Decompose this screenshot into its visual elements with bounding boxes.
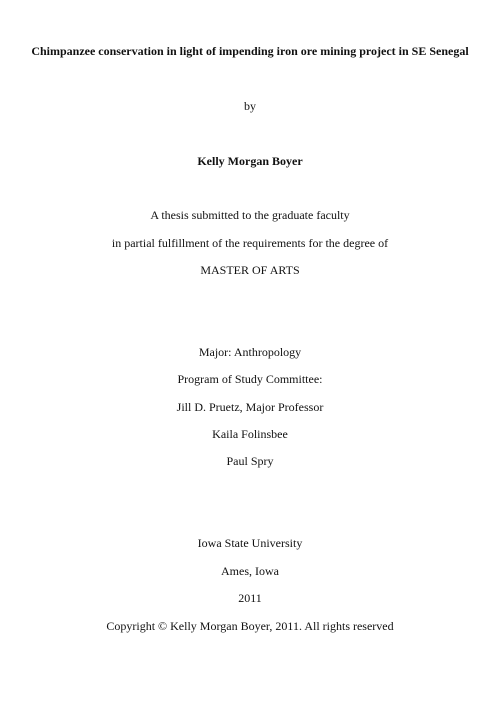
- university-location: Ames, Iowa: [221, 564, 279, 578]
- by-label: by: [244, 99, 256, 113]
- copyright-notice: Copyright © Kelly Morgan Boyer, 2011. All rights reserved: [106, 619, 394, 633]
- major-line: Major: Anthropology: [198, 345, 302, 359]
- committee-member: Paul Spry: [226, 454, 274, 468]
- committee-member: Kaila Folinsbee: [212, 427, 288, 441]
- thesis-title: Chimpanzee conservation in light of impending iron ore mining project in SE Senegal: [31, 44, 469, 58]
- committee-member: Jill D. Pruetz, Major Professor: [176, 400, 324, 414]
- submission-line-1: A thesis submitted to the graduate faculty: [150, 208, 350, 222]
- degree-name: MASTER OF ARTS: [200, 263, 300, 277]
- thesis-year: 2011: [238, 591, 262, 605]
- submission-line-2: in partial fulfillment of the requirements for the degree of: [111, 236, 389, 250]
- committee-heading: Program of Study Committee:: [177, 372, 323, 386]
- university-name: Iowa State University: [197, 536, 303, 550]
- author-name: Kelly Morgan Boyer: [197, 154, 303, 168]
